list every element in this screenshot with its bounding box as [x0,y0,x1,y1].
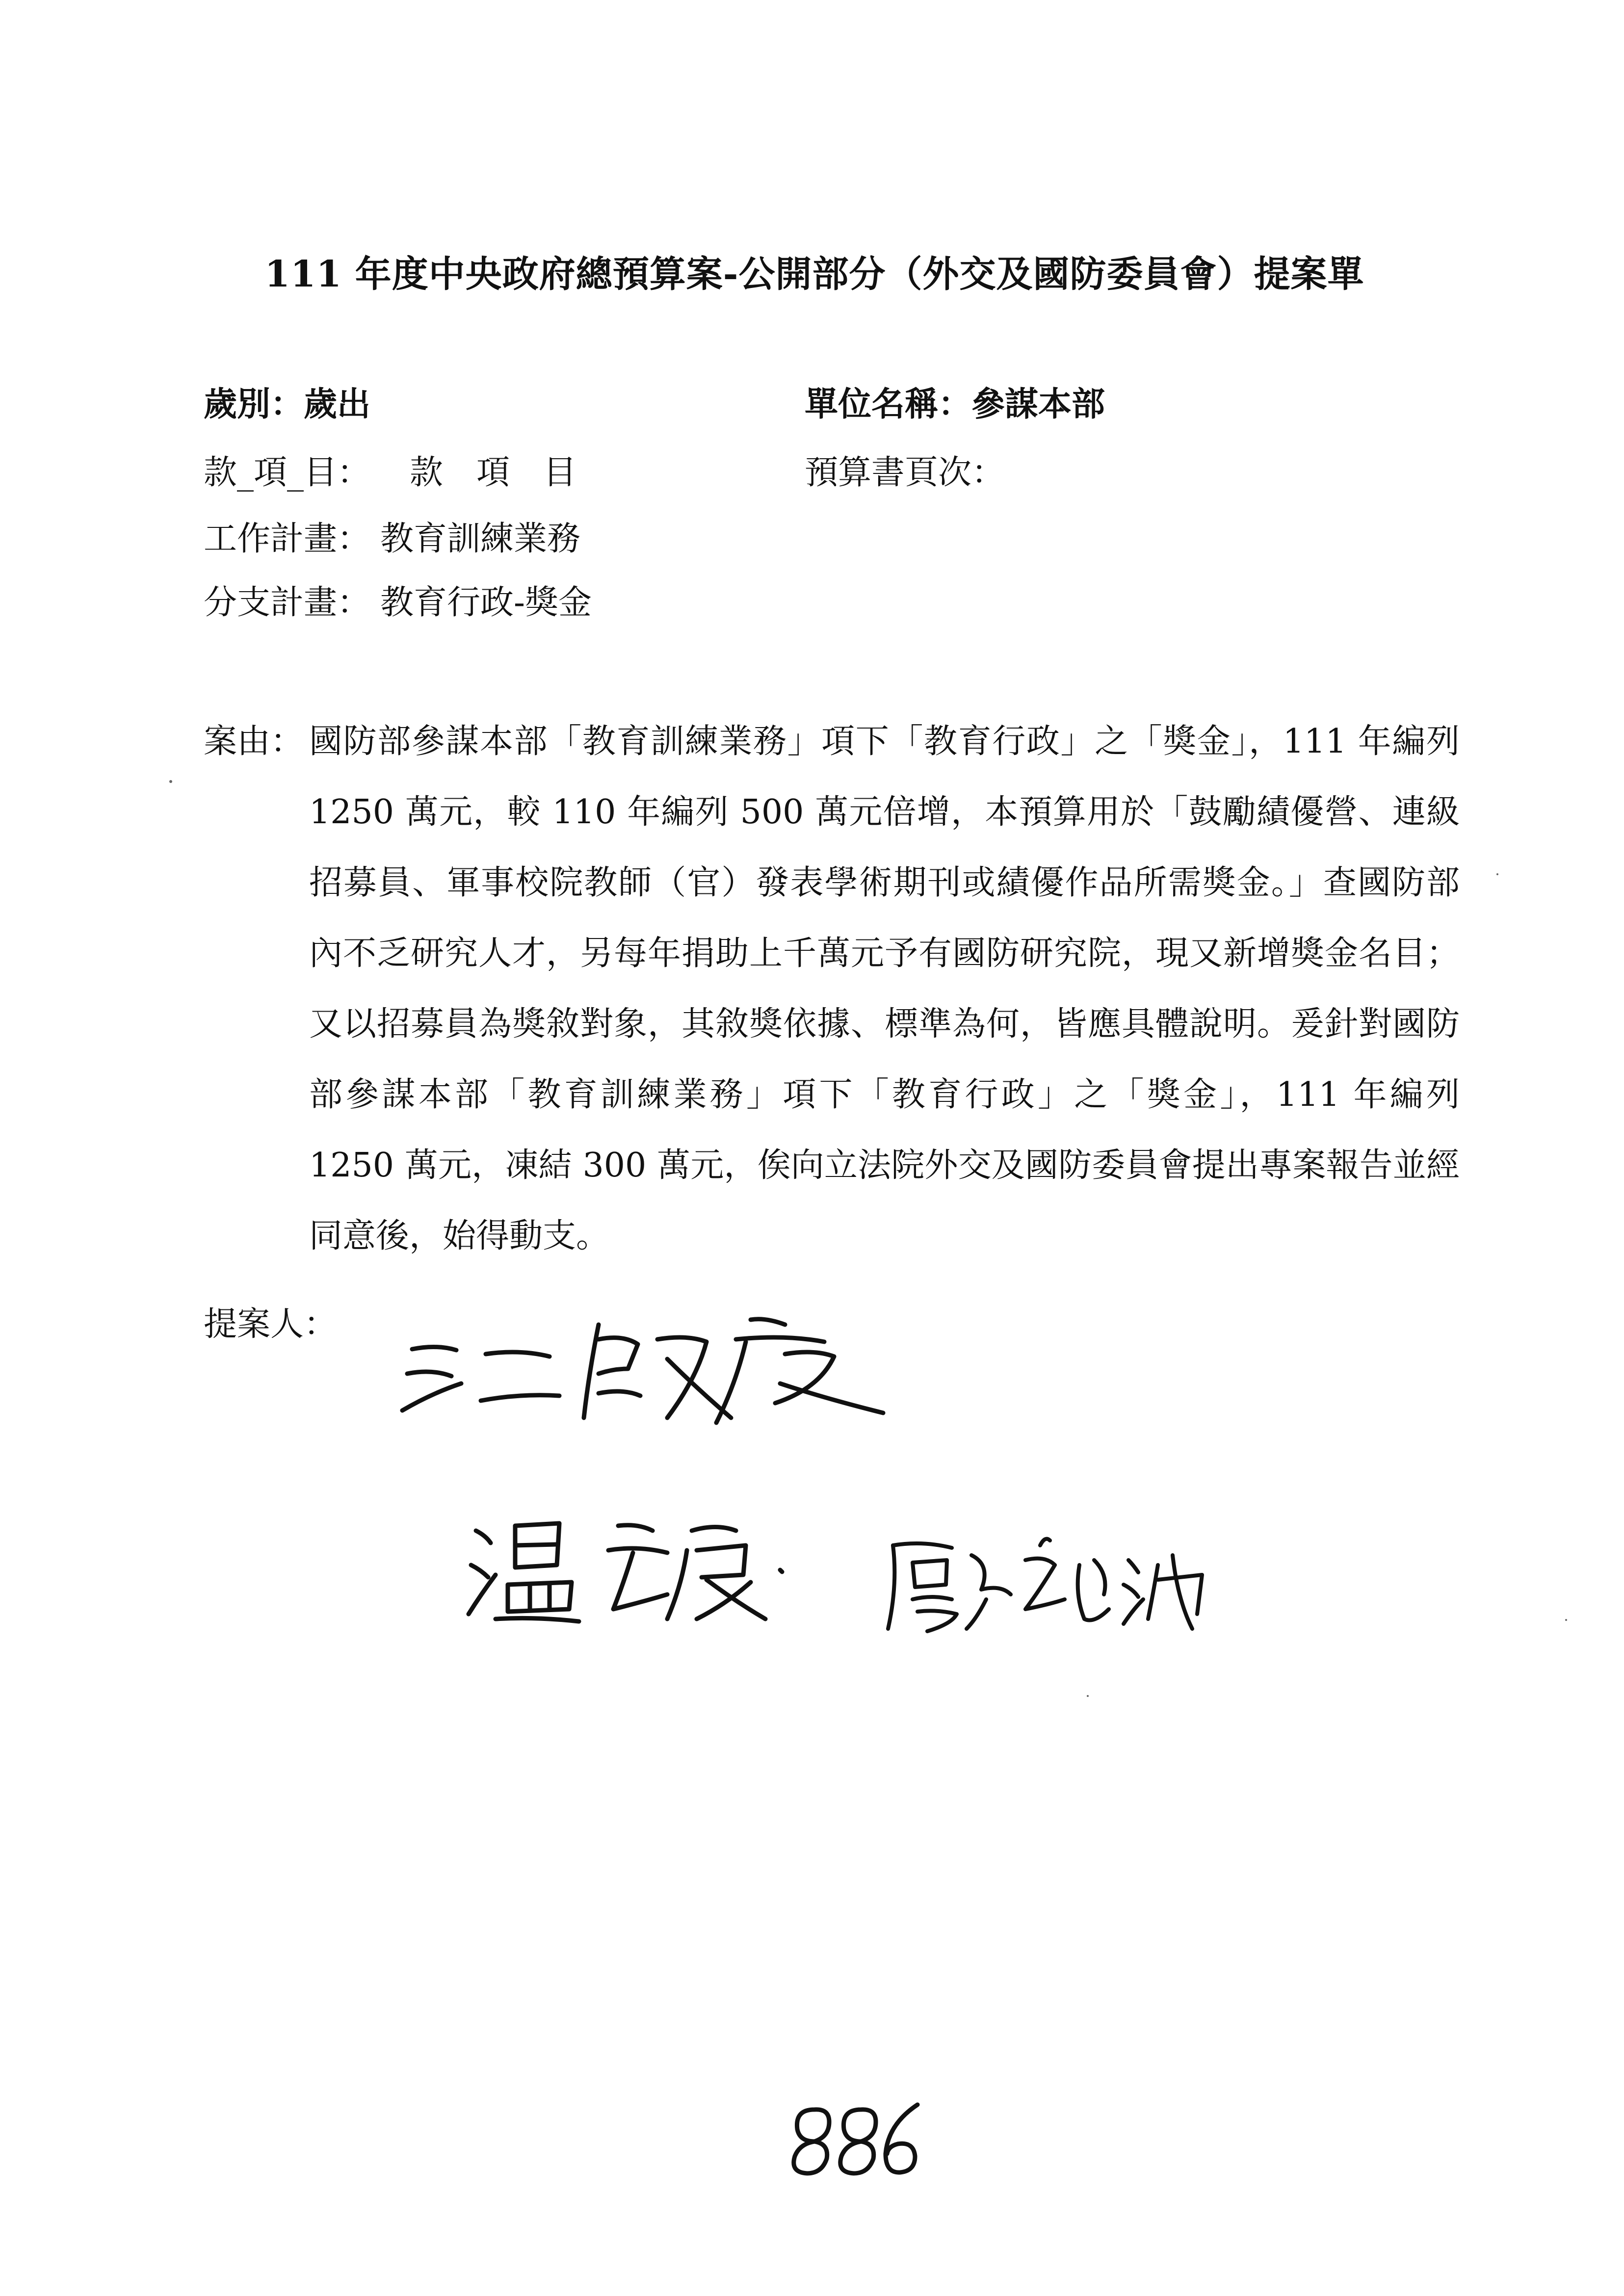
handwritten-page-number [780,2095,927,2178]
plan-field [204,522,580,556]
page-ref-label: 預算書頁次： [805,453,1005,492]
page-ref-field [805,453,1005,492]
item-label: 款_項_目： [204,453,371,492]
case-label: 案由： [204,722,304,761]
signature-liao [878,1526,1222,1639]
category-field [204,385,371,424]
category-value: 歲出 [304,385,371,424]
unit-label: 單位名稱： [805,385,972,424]
plan-value: 教育訓練業務 [380,520,581,558]
scan-speck [169,780,172,783]
subplan-label: 分支計畫： [204,583,371,622]
plan-label: 工作計畫： [204,520,371,558]
proposer-label: 提案人： [204,1305,338,1344]
scan-speck [1496,873,1498,875]
subplan-value: 教育行政-獎金 [380,583,592,622]
unit-field [805,385,1105,424]
scan-speck [1087,1695,1089,1697]
item-field [204,453,577,492]
item-value: 款 項 目 [410,453,577,492]
unit-value: 參謀本部 [971,385,1105,424]
case-text: 國防部參謀本部「教育訓練業務」項下「教育行政」之「獎金」，111 年編列 1250 萬元，較 110 年編列 500 萬元倍增，本預算用於「鼓勵績優營、連級招募員、軍事校院教師（官）發表學術期刊或績優作品所需獎金。」查國防部內不乏研究人才，另每年捐助上千萬元予有國防研究院，現又新增獎金名目；又以招募員為獎敘對象，其敘獎依據、標準為何，皆應具體說明。爰針對國防部參謀本部「教育訓練業務」項下「教育行政」之「獎金」，111 年編列 1250 萬元，凍結 300 萬元，俟向立法院外交及國防委員會提出專案報告並經同意後，始得動支。 [309,722,1460,1255]
signature-jiang [393,1295,922,1442]
category-label: 歲別： [204,385,304,424]
document-title: 111 年度中央政府總預算案-公開部分（外交及國防委員會）提案單 [264,253,1364,295]
case-section [204,706,1460,1272]
scan-speck [1565,1619,1567,1621]
signature-wen [461,1496,824,1634]
subplan-field [204,583,592,622]
